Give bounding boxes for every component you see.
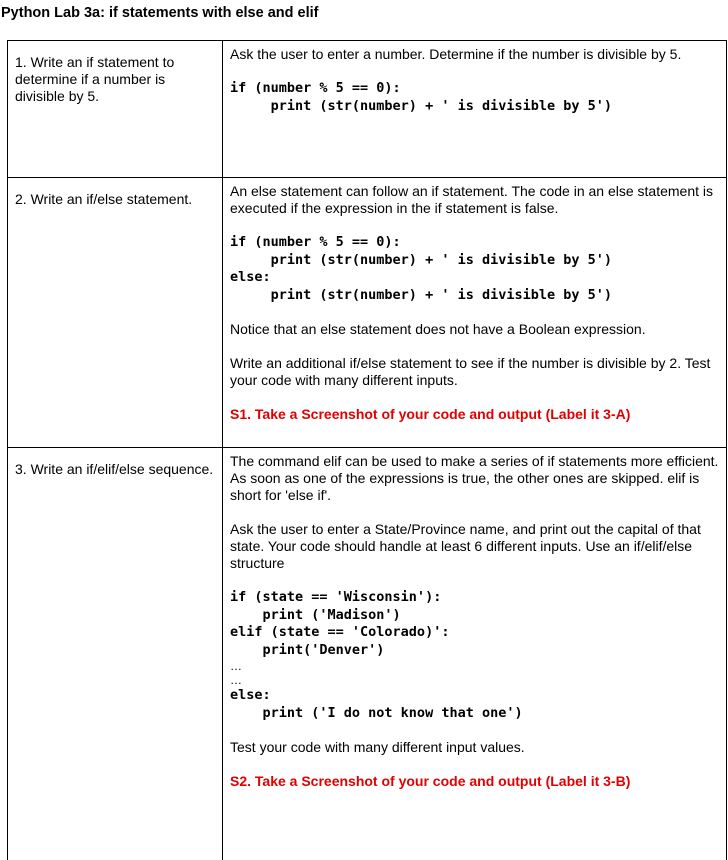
task-text: 1. Write an if statement to determine if a number is divisible by 5.: [15, 54, 175, 104]
task-cell: [8, 178, 223, 448]
page-title: Python Lab 3a: if statements with else and elif: [1, 5, 319, 21]
lab-table: [7, 40, 727, 860]
code-block: if (number % 5 == 0): print (str(number) + ' is divisible by 5'): [230, 80, 613, 114]
code-block: else: print ('I do not know that one'): [230, 687, 523, 721]
table-row: [8, 41, 727, 178]
code-block: if (state == 'Wisconsin'): print ('Madison') elif (state == 'Colorado)': print('Denver'): [230, 589, 450, 658]
note-text: Notice that an else statement does not have a Boolean expression.: [230, 321, 646, 337]
instructions-cell: [223, 41, 727, 178]
exercise-text: Write an additional if/else statement to see if the number is divisible by 2. Test your code with many different inputs.: [230, 355, 711, 388]
task-cell: [8, 41, 223, 178]
screenshot-instruction: S2. Take a Screenshot of your code and output (Label it 3-B): [230, 773, 631, 789]
task-cell: [8, 448, 223, 860]
test-text: Test your code with many different input values.: [230, 739, 525, 755]
task-text: 3. Write an if/elif/else sequence.: [15, 461, 214, 477]
instructions-cell: [223, 448, 727, 860]
intro-text: Ask the user to enter a number. Determine if the number is divisible by 5.: [230, 46, 682, 62]
exercise-text: Ask the user to enter a State/Province name, and print out the capital of that state. Your code should handle at least 6 different inputs. Use an if/elif/else structure: [230, 521, 701, 571]
task-text: 2. Write an if/else statement.: [15, 191, 193, 207]
intro-text: The command elif can be used to make a series of if statements more efficient. As soon as one of the expressions is true, the other ones are skipped. elif is short for 'else if'.: [230, 453, 719, 503]
instructions-cell: [223, 178, 727, 448]
table-row: [8, 178, 727, 448]
ellipsis-text: …: [230, 673, 242, 687]
screenshot-instruction: S1. Take a Screenshot of your code and output (Label it 3-A): [230, 406, 631, 422]
table-row: [8, 448, 727, 860]
code-block: if (number % 5 == 0): print (str(number) + ' is divisible by 5') else: print (str(number) + ' is divisible by 5'): [230, 234, 613, 303]
ellipsis-text: …: [230, 659, 242, 673]
intro-text: An else statement can follow an if statement. The code in an else statement is executed if the expression in the if statement is false.: [230, 183, 714, 216]
